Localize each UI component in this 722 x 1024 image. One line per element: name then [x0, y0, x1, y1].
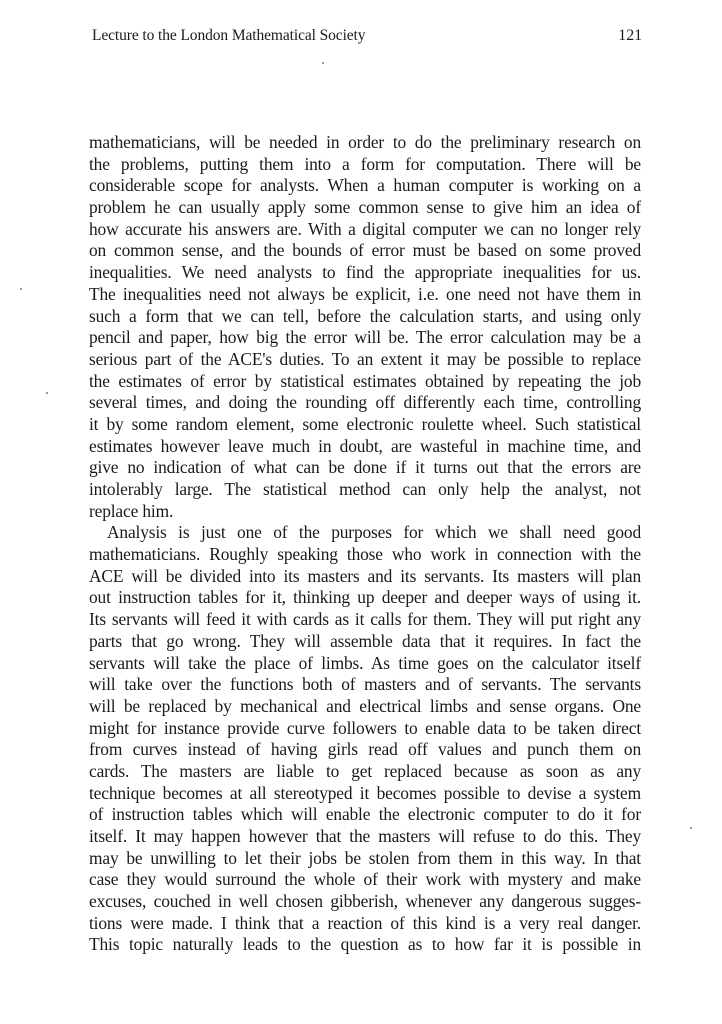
scan-speck — [20, 288, 22, 290]
text-line: replace him. — [89, 500, 174, 521]
text-line: of instruction tables which will enable the electronic computer to do it for — [89, 804, 641, 825]
text-line: the problems, putting them into a form for computation. There will be — [89, 153, 641, 174]
text-line: considerable scope for analysts. When a human computer is working on a — [89, 175, 641, 196]
text-line: serious part of the ACE's duties. To an extent it may be possible to replace — [89, 348, 641, 369]
text-line: parts that go wrong. They will assemble data that it requires. In fact the — [89, 630, 641, 651]
text-line: mathematicians, will be needed in order to do the preliminary research on — [89, 132, 641, 152]
text-line: This topic naturally leads to the question as to how far it is possible in — [89, 934, 641, 955]
body-text — [89, 132, 641, 956]
text-line: may be unwilling to let their jobs be stolen from them in this way. In that — [89, 847, 641, 868]
running-head — [92, 27, 642, 51]
scan-speck — [322, 62, 324, 64]
running-title: Lecture to the London Mathematical Society — [92, 27, 366, 44]
text-line: itself. It may happen however that the masters will refuse to do this. They — [89, 826, 641, 846]
text-line: out instruction tables for it, thinking up deeper and deeper ways of using it. — [89, 587, 641, 608]
text-line: it by some random element, some electronic roulette wheel. Such statistical — [89, 413, 641, 434]
text-line: excuses, couched in well chosen gibberish, whenever any dangerous sugges- — [89, 891, 641, 912]
text-line: Its servants will feed it with cards as it calls for them. They will put right any — [89, 609, 641, 630]
paragraph-masters-servants — [89, 522, 641, 956]
text-line: several times, and doing the rounding off differently each time, controlling — [89, 392, 641, 413]
text-line: technique becomes at all stereotyped it becomes possible to devise a system — [89, 782, 641, 803]
text-line: such a form that we can tell, before the calculation starts, and using only — [89, 305, 641, 326]
text-line: pencil and paper, how big the error will be. The error calculation may be a — [89, 327, 641, 348]
text-line: will be replaced by mechanical and electrical limbs and sense organs. One — [89, 695, 641, 716]
text-line: servants will take the place of limbs. As time goes on the calculator itself — [89, 652, 641, 673]
scan-speck — [46, 392, 48, 394]
scan-speck — [690, 827, 692, 829]
text-line: will take over the functions both of masters and of servants. The servants — [89, 674, 641, 695]
text-line: problem he can usually apply some common sense to give him an idea of — [89, 197, 641, 218]
text-line: case they would surround the whole of their work with mystery and make — [89, 869, 641, 890]
page-number: 121 — [618, 27, 642, 44]
text-line: mathematicians. Roughly speaking those who work in connection with the — [89, 544, 641, 565]
text-line: how accurate his answers are. With a digital computer we can no longer rely — [89, 218, 641, 239]
text-line: The inequalities need not always be explicit, i.e. one need not have them in — [89, 283, 641, 304]
text-line: inequalities. We need analysts to find the appropriate inequalities for us. — [89, 262, 641, 283]
text-line: intolerably large. The statistical method can only help the analyst, not — [89, 479, 641, 499]
text-line: give no indication of what can be done if it turns out that the errors are — [89, 457, 641, 478]
text-line: from curves instead of having girls read off values and punch them on — [89, 739, 641, 760]
text-line: tions were made. I think that a reaction of this kind is a very real danger. — [89, 912, 641, 933]
text-line: the estimates of error by statistical estimates obtained by repeating the job — [89, 370, 641, 391]
paragraph-analysts — [89, 132, 641, 522]
text-line: Analysis is just one of the purposes for which we shall need good — [107, 522, 641, 543]
text-line: might for instance provide curve followers to enable data to be taken direct — [89, 717, 641, 738]
text-line: cards. The masters are liable to get replaced because as soon as any — [89, 760, 641, 781]
text-line: ACE will be divided into its masters and its servants. Its masters will plan — [89, 565, 641, 586]
text-line: on common sense, and the bounds of error must be based on some proved — [89, 240, 641, 261]
text-line: estimates however leave much in doubt, are wasteful in machine time, and — [89, 435, 641, 456]
